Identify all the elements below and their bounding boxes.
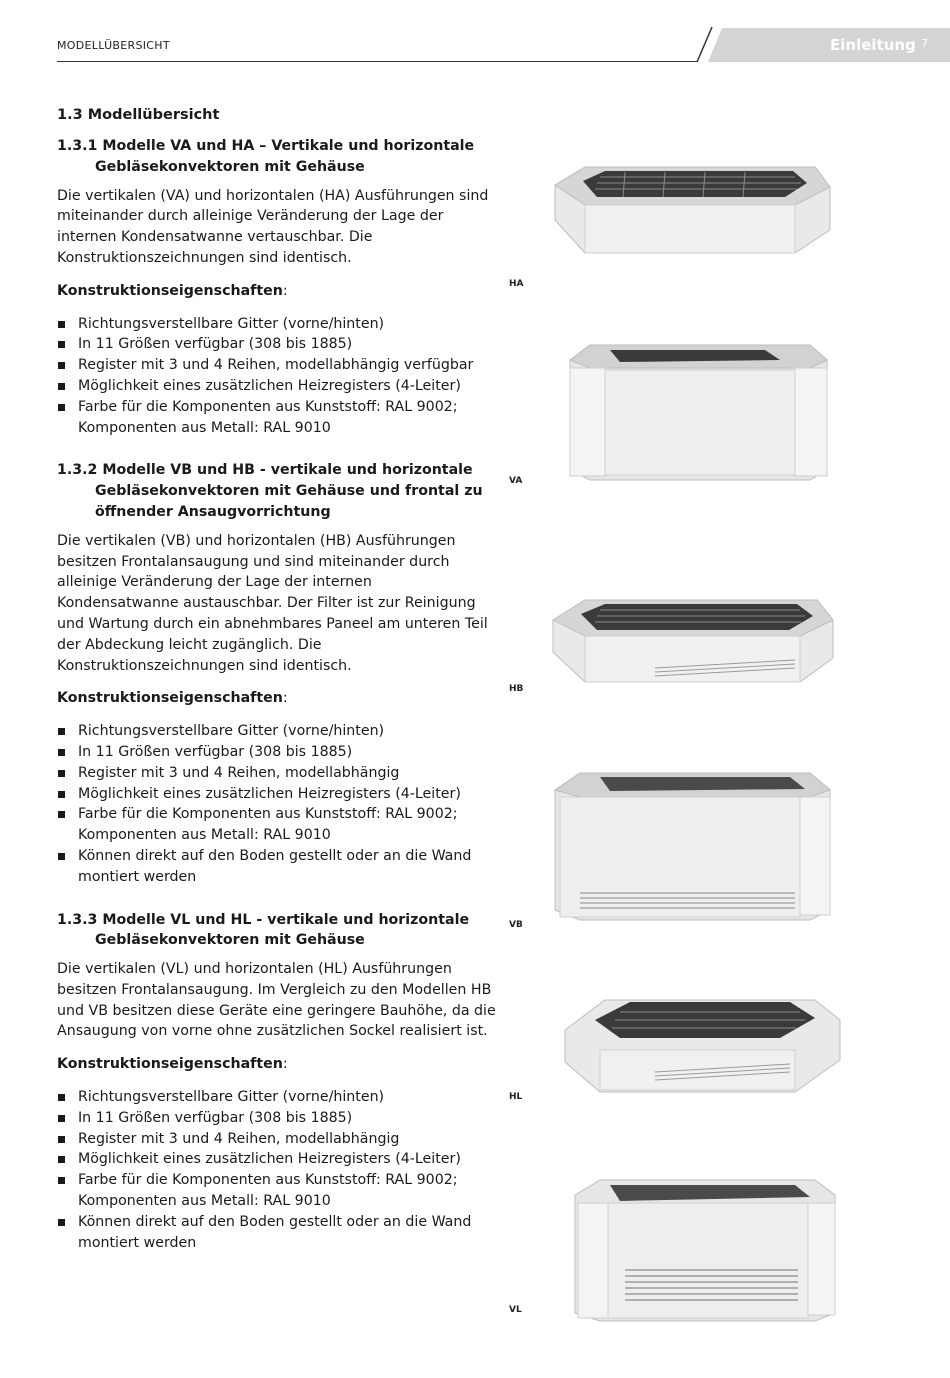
bullet-icon	[58, 1219, 65, 1226]
list-item: In 11 Größen verfügbar (308 bis 1885)	[57, 1108, 497, 1129]
figure-label-va: VA	[509, 476, 523, 486]
bullet-icon	[58, 770, 65, 777]
bullet-icon	[58, 362, 65, 369]
bullet-icon	[58, 791, 65, 798]
bullet-icon	[58, 321, 65, 328]
list-item: Farbe für die Komponenten aus Kunststoff: RAL 9002; Komponenten aus Metall: RAL 9010	[57, 397, 497, 439]
unit-vl-image	[570, 1175, 840, 1325]
section-heading: 1.3.1 Modelle VA und HA – Vertikale und horizontale Gebläsekonvektoren mit Gehäuse	[57, 138, 475, 175]
section-label: Einleitung	[830, 36, 916, 54]
properties-list	[57, 1087, 497, 1253]
bullet-icon	[58, 1156, 65, 1163]
page-number: 7	[921, 37, 928, 50]
figure-label-vl: VL	[509, 1305, 522, 1315]
figure-label-hb: HB	[509, 684, 524, 694]
bullet-icon	[58, 853, 65, 860]
list-item: Register mit 3 und 4 Reihen, modellabhängig verfügbar	[57, 355, 497, 376]
list-item: Register mit 3 und 4 Reihen, modellabhängig	[57, 1129, 497, 1150]
bullet-icon	[58, 1136, 65, 1143]
bullet-icon	[58, 728, 65, 735]
list-item: Richtungsverstellbare Gitter (vorne/hinten)	[57, 314, 497, 335]
list-item: In 11 Größen verfügbar (308 bis 1885)	[57, 742, 497, 763]
bullet-icon	[58, 811, 65, 818]
properties-list	[57, 314, 497, 439]
list-item: Möglichkeit eines zusätzlichen Heizregisters (4-Leiter)	[57, 784, 497, 805]
unit-hb-image	[545, 590, 840, 690]
list-item: Farbe für die Komponenten aus Kunststoff: RAL 9002; Komponenten aus Metall: RAL 9010	[57, 1170, 497, 1212]
unit-hl-image	[560, 990, 845, 1100]
list-item: Richtungsverstellbare Gitter (vorne/hinten)	[57, 1087, 497, 1108]
section-body: Die vertikalen (VB) und horizontalen (HB) Ausführungen besitzen Frontalansaugung und sind miteinander durch alleinige Veränderung der Lage der internen Kondensatwanne austauschbar. Der Filter ist zur Reinigung und Wartung durch ein abnehmbares Paneel am unteren Teil der Abdeckung leicht zugänglich. Die Konstruktionszeichnungen sind identisch.	[57, 532, 488, 674]
bullet-icon	[58, 383, 65, 390]
section-heading: 1.3.2 Modelle VB und HB - vertikale und horizontale Gebläsekonvektoren mit Gehäuse und frontal zu öffnender Ansaugvorrichtung	[57, 462, 483, 520]
main-text	[57, 104, 497, 1253]
properties-label: Konstruktionseigenschaften:	[57, 690, 288, 707]
bullet-icon	[58, 341, 65, 348]
list-item: Möglichkeit eines zusätzlichen Heizregisters (4-Leiter)	[57, 1149, 497, 1170]
section-body: Die vertikalen (VL) und horizontalen (HL) Ausführungen besitzen Frontalansaugung. Im Vergleich zu den Modellen HB und VB besitzen diese Geräte eine geringere Bauhöhe, da die Ansaugung von vorne ohne zusätzlichen Sockel realisiert ist.	[57, 961, 496, 1040]
list-item: Richtungsverstellbare Gitter (vorne/hinten)	[57, 721, 497, 742]
bullet-icon	[58, 404, 65, 411]
bullet-icon	[58, 1177, 65, 1184]
list-item: Farbe für die Komponenten aus Kunststoff: RAL 9002; Komponenten aus Metall: RAL 9010	[57, 804, 497, 846]
list-item: Können direkt auf den Boden gestellt oder an die Wand montiert werden	[57, 1212, 497, 1254]
list-item: In 11 Größen verfügbar (308 bis 1885)	[57, 334, 497, 355]
figure-label-vb: VB	[509, 920, 523, 930]
header-rule	[57, 61, 697, 62]
unit-va-image	[565, 340, 835, 485]
unit-vb-image	[550, 765, 835, 925]
list-item: Register mit 3 und 4 Reihen, modellabhängig	[57, 763, 497, 784]
unit-ha-image	[545, 155, 835, 260]
properties-label: Konstruktionseigenschaften:	[57, 282, 288, 299]
bullet-icon	[58, 1094, 65, 1101]
list-item: Können direkt auf den Boden gestellt oder an die Wand montiert werden	[57, 846, 497, 888]
chapter-label: MODELLÜBERSICHT	[57, 39, 170, 52]
section-body: Die vertikalen (VA) und horizontalen (HA) Ausführungen sind miteinander durch alleinige Veränderung der Lage der internen Kondensatwanne vertauschbar. Die Konstruktionszeichnungen sind identisch.	[57, 187, 489, 266]
list-item: Möglichkeit eines zusätzlichen Heizregisters (4-Leiter)	[57, 376, 497, 397]
bullet-icon	[58, 749, 65, 756]
figure-label-ha: HA	[509, 279, 524, 289]
properties-label: Konstruktionseigenschaften:	[57, 1056, 288, 1073]
bullet-icon	[58, 1115, 65, 1122]
properties-list	[57, 721, 497, 887]
page-title: 1.3 Modellübersicht	[57, 107, 220, 123]
figure-label-hl: HL	[509, 1092, 523, 1102]
section-heading: 1.3.3 Modelle VL und HL - vertikale und horizontale Gebläsekonvektoren mit Gehäuse	[57, 911, 470, 949]
